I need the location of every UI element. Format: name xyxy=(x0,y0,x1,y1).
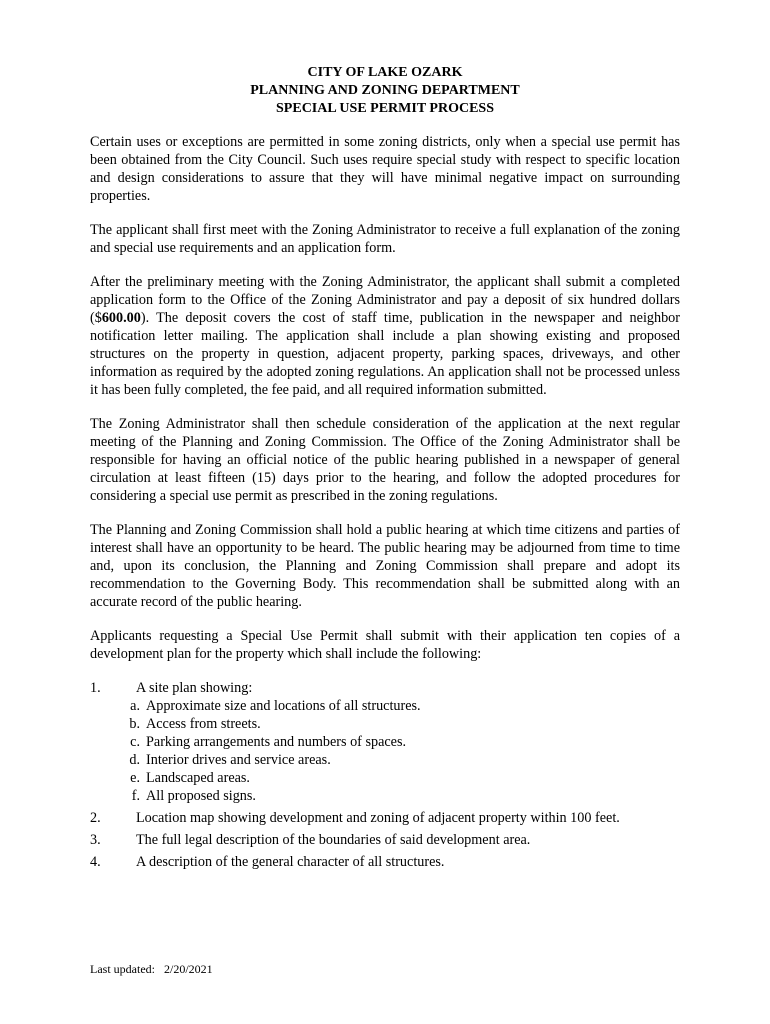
sublist-item xyxy=(90,751,680,769)
paragraph-first-meeting: The applicant shall first meet with the Zoning Administrator to receive a full explanation of the zoning and special use requirements and an application form. xyxy=(90,222,680,256)
sublist-text: Approximate size and locations of all structures. xyxy=(146,698,421,714)
sublist-item xyxy=(90,733,680,751)
list-item-number: 2. xyxy=(90,810,101,826)
list-item-text: A description of the general character of all structures. xyxy=(136,854,445,870)
sublist-letter: d. xyxy=(129,752,140,768)
title-line-city: CITY OF LAKE OZARK xyxy=(307,65,463,80)
list-item-number: 4. xyxy=(90,854,101,870)
footer-label: Last updated: xyxy=(90,962,155,976)
site-plan-sublist xyxy=(90,697,680,805)
list-item-text: The full legal description of the boundaries of said development area. xyxy=(136,832,531,848)
paragraph-application xyxy=(90,273,680,399)
footer-date: 2/20/2021 xyxy=(163,962,213,976)
sublist-item xyxy=(90,787,680,805)
title-line-department: PLANNING AND ZONING DEPARTMENT xyxy=(250,83,520,98)
requirements-list xyxy=(90,679,680,871)
paragraph-public-hearing: The Planning and Zoning Commission shall hold a public hearing at which time citizens and parties of interest shall have an opportunity to be heard. The public hearing may be adjourned from time to time and, upon its conclusion, the Planning and Zoning Commission shall prepare and adopt its recommendation to the Governing Body. This recommendation shall be submitted along with an accurate record of the public hearing. xyxy=(90,522,680,610)
sublist-text: Access from streets. xyxy=(146,716,261,732)
list-item xyxy=(90,831,680,849)
sublist-letter: c. xyxy=(130,734,140,750)
title-line-process: SPECIAL USE PERMIT PROCESS xyxy=(276,101,494,116)
sublist-letter: e. xyxy=(130,770,140,786)
list-item xyxy=(90,809,680,827)
sublist-text: Interior drives and service areas. xyxy=(146,752,331,768)
document-page xyxy=(90,64,680,871)
list-item-text: A site plan showing: xyxy=(136,680,253,696)
sublist-letter: b. xyxy=(129,716,140,732)
sublist-item xyxy=(90,769,680,787)
list-item-text: Location map showing development and zoning of adjacent property within 100 feet. xyxy=(136,810,620,826)
sublist-text: Parking arrangements and numbers of spaces. xyxy=(146,734,407,750)
list-item-number: 1. xyxy=(90,680,101,696)
document-title xyxy=(90,64,680,118)
sublist-letter: f. xyxy=(131,788,140,804)
list-item-number: 3. xyxy=(90,832,101,848)
sublist-item xyxy=(90,697,680,715)
sublist-text: All proposed signs. xyxy=(146,788,256,804)
sublist-text: Landscaped areas. xyxy=(146,770,250,786)
paragraph-application-text-b: ). The deposit covers the cost of staff time, publication in the newspaper and neighbor notification letter mailing. The application shall include a plan showing existing and proposed structures on the property in question, adjacent property, parking spaces, driveways, and other information as required by the adopted zoning regulations. An application shall not be processed unless it has been fully completed, the fee paid, and all required information submitted. xyxy=(90,310,680,398)
list-item xyxy=(90,679,680,697)
paragraph-scheduling: The Zoning Administrator shall then schedule consideration of the application at the next regular meeting of the Planning and Zoning Commission. The Office of the Zoning Administrator shall be responsible for having an official notice of the public hearing published in a newspaper of general circulation at least fifteen (15) days prior to the hearing, and follow the adopted procedures for considering a special use permit as prescribed in the zoning regulations. xyxy=(90,416,680,504)
list-item xyxy=(90,853,680,871)
paragraph-application-text-a: After the preliminary meeting with the Zoning Administrator, the applicant shall submit a completed application form to the Office of the Zoning Administrator and pay a deposit of six hundred dollars ($ xyxy=(90,274,680,326)
paragraph-intro: Certain uses or exceptions are permitted in some zoning districts, only when a special use permit has been obtained from the City Council. Such uses require special study with respect to specific location and design considerations to assure that they will have minimal negative impact on surrounding properties. xyxy=(90,134,680,204)
sublist-item xyxy=(90,715,680,733)
sublist-letter: a. xyxy=(130,698,140,714)
paragraph-requirements: Applicants requesting a Special Use Permit shall submit with their application ten copies of a development plan for the property which shall include the following: xyxy=(90,628,680,662)
deposit-amount: 600.00 xyxy=(101,310,141,326)
page-footer xyxy=(90,962,213,977)
